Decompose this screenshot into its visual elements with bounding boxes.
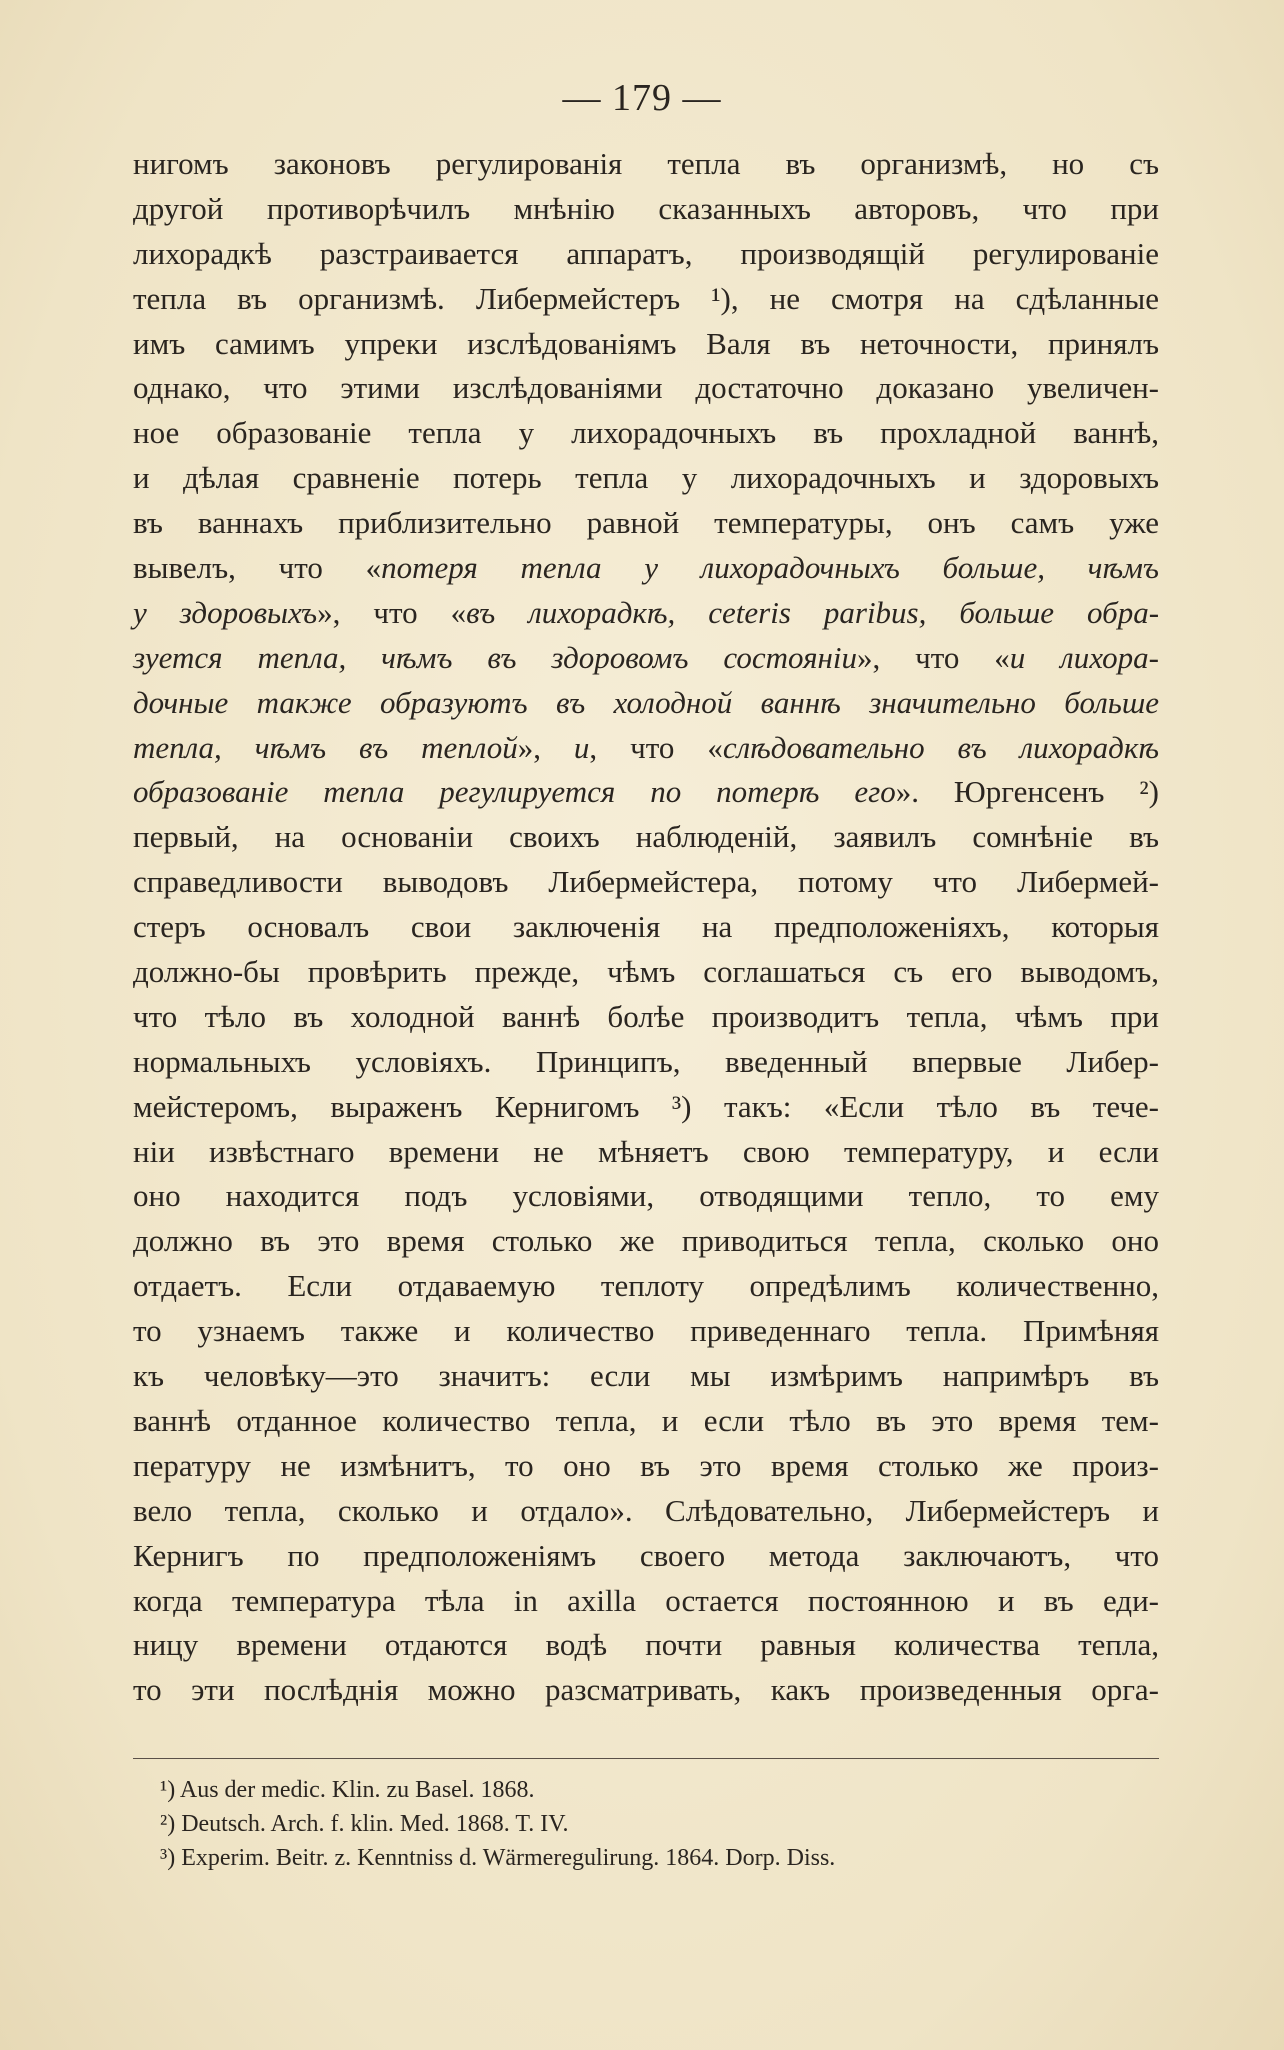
text-line: и дѣлая сравненіе потерь тепла у лихорадочныхъ и здоровыхъ	[133, 460, 1159, 496]
italic-run: у здоровыхъ	[133, 594, 318, 630]
footnote	[160, 1807, 1160, 1841]
text-line: то эти послѣднія можно разсматривать, какъ произведенныя орга-	[133, 1672, 1159, 1708]
text-line: ницу времени отдаются водѣ почти равныя количества тепла,	[133, 1627, 1159, 1663]
text-line: тепла въ организмѣ. Либермейстеръ ¹), не смотря на сдѣланные	[133, 280, 1159, 316]
text-run: , что «	[589, 729, 723, 765]
text-line: пературу не измѣнитъ, то оно въ это время столько же произ-	[133, 1447, 1159, 1483]
text-line: должно въ это время столько же приводиться тепла, сколько оно	[133, 1223, 1159, 1259]
text-run: »,	[517, 729, 574, 765]
text-line: лихорадкѣ разстраивается аппаратъ, производящій регулированіе	[133, 235, 1159, 271]
text-line: Кернигъ по предположеніямъ своего метода заключаютъ, что	[133, 1537, 1159, 1573]
text-line: имъ самимъ упреки изслѣдованіямъ Валя въ неточности, принялъ	[133, 325, 1159, 361]
text-run: », что «	[317, 594, 467, 630]
text-line-mixed	[133, 770, 1159, 815]
text-run: », что «	[857, 639, 1010, 675]
italic-run: дочные также образуютъ въ холодной ваннѣ значительно больше	[133, 684, 1159, 720]
text-line: должно-бы провѣрить прежде, чѣмъ соглашаться съ его выводомъ,	[133, 954, 1159, 990]
text-line: вело тепла, сколько и отдало». Слѣдовательно, Либермейстеръ и	[133, 1492, 1159, 1528]
text-run: ». Юргенсенъ ²)	[895, 774, 1159, 810]
footnotes	[160, 1773, 1160, 1875]
text-line: мейстеромъ, выраженъ Кернигомъ ³) такъ: «Если тѣло въ тече-	[133, 1088, 1159, 1124]
text-line: стеръ основалъ свои заключенія на предположеніяхъ, которыя	[133, 909, 1159, 945]
footnote-text: Deutsch. Arch. f. klin. Med. 1868. T. IV.	[181, 1811, 569, 1837]
text-line: ваннѣ отданное количество тепла, и если тѣло въ это время тем-	[133, 1402, 1159, 1438]
body-text	[133, 142, 1159, 1713]
text-line: нигомъ законовъ регулированія тепла въ организмѣ, но съ	[133, 146, 1159, 181]
text-line: то узнаемъ также и количество приведеннаго тепла. Примѣняя	[133, 1313, 1159, 1349]
text-line: другой противорѣчилъ мнѣнію сказанныхъ авторовъ, что при	[133, 190, 1159, 226]
italic-run: тепла, чѣмъ въ теплой	[133, 729, 518, 765]
italic-run: въ лихорадкѣ, ceteris paribus, больше обра-	[466, 594, 1160, 630]
italic-run: и	[573, 729, 590, 765]
text-line-mixed	[133, 681, 1159, 726]
text-line: однако, что этими изслѣдованіями достаточно доказано увеличен-	[133, 370, 1159, 406]
text-line: отдаетъ. Если отдаваемую теплоту опредѣлимъ количественно,	[133, 1268, 1159, 1304]
footnote	[160, 1841, 1160, 1875]
text-line: оно находится подъ условіями, отводящими тепло, то ему	[133, 1178, 1159, 1214]
footnote	[160, 1773, 1160, 1807]
text-line: первый, на основаніи своихъ наблюденій, заявилъ сомнѣніе въ	[133, 819, 1159, 855]
text-line: нормальныхъ условіяхъ. Принципъ, введенный впервые Либер-	[133, 1043, 1159, 1079]
footnote-mark: ³)	[160, 1845, 176, 1871]
italic-run: образованіе тепла регулируется по потерѣ его	[133, 774, 896, 810]
italic-run: слѣдовательно въ лихорадкѣ	[722, 729, 1160, 765]
italic-run: и лихора-	[1009, 639, 1159, 675]
italic-run: потеря тепла у лихорадочныхъ больше, чѣмъ	[381, 550, 1160, 586]
text-line: что тѣло въ холодной ваннѣ болѣе производитъ тепла, чѣмъ при	[133, 998, 1159, 1034]
text-line: въ ваннахъ приблизительно равной температуры, онъ самъ уже	[133, 505, 1159, 541]
text-line: къ человѣку—это значитъ: если мы измѣримъ напримѣръ въ	[133, 1358, 1159, 1394]
text-line-mixed	[133, 591, 1159, 636]
text-run: вывелъ, что «	[133, 550, 382, 586]
footnote-mark: ²)	[160, 1811, 176, 1837]
footnote-text: Experim. Beitr. z. Kenntniss d. Wärmeregulirung. 1864. Dorp. Diss.	[181, 1845, 836, 1871]
footnote-divider	[133, 1758, 1159, 1759]
text-line-mixed	[133, 636, 1159, 681]
text-line: ніи извѣстнаго времени не мѣняетъ свою температуру, и если	[133, 1133, 1159, 1169]
footnote-mark: ¹)	[160, 1777, 176, 1803]
text-line: когда температура тѣла in axilla остается постоянною и въ еди-	[133, 1582, 1159, 1618]
footnote-text: Aus der medic. Klin. zu Basel. 1868.	[179, 1777, 535, 1803]
text-line-mixed	[133, 726, 1159, 771]
text-line: ное образованіе тепла у лихорадочныхъ въ прохладной ваннѣ,	[133, 415, 1159, 451]
text-line-mixed	[133, 546, 1159, 591]
italic-run: зуется тепла, чѣмъ въ здоровомъ состояніи	[133, 639, 858, 675]
text-line: справедливости выводовъ Либермейстера, потому что Либермей-	[133, 864, 1159, 900]
page-number: — 179 —	[562, 77, 722, 119]
